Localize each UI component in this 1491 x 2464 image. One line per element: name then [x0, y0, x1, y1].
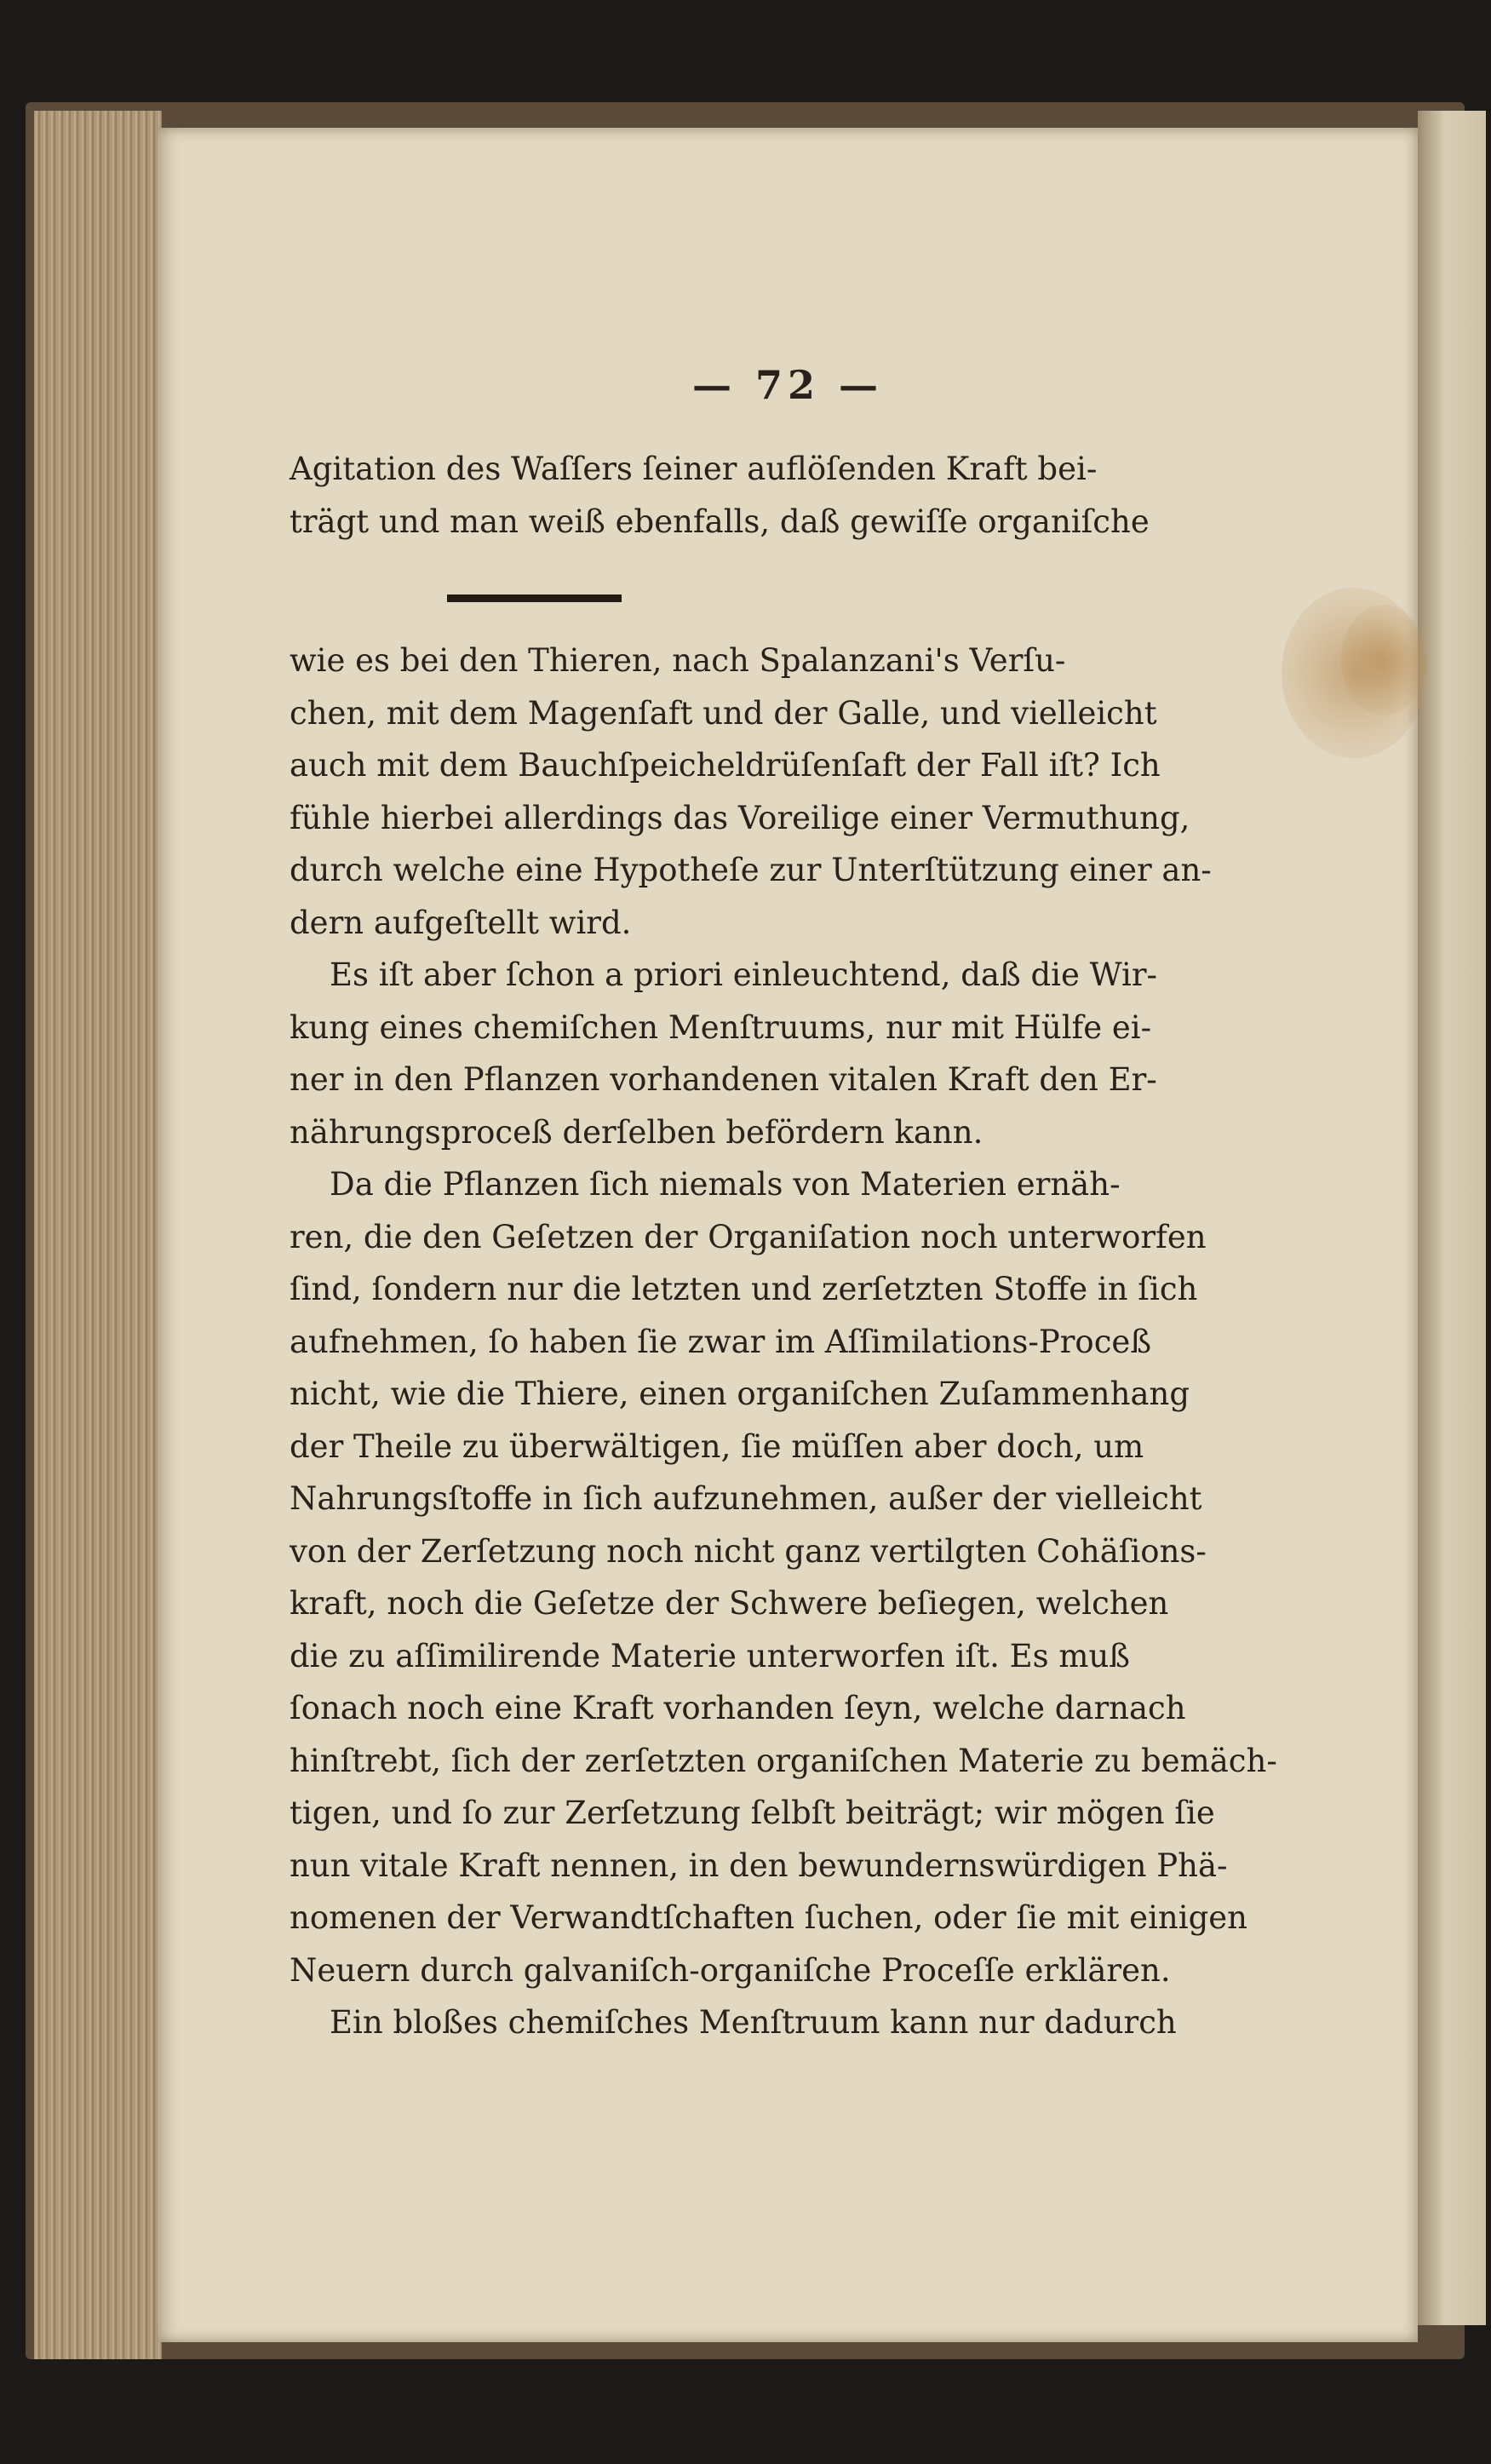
- foxing-stain: [1341, 605, 1426, 715]
- text-line: chen, mit dem Magenſaft und der Galle, und vielleicht: [290, 694, 1157, 732]
- text-line: Es iſt aber ſchon a priori einleuchtend, daß die Wir-: [290, 956, 1158, 993]
- text-line: fühle hierbei allerdings das Voreilige einer Vermuthung,: [290, 799, 1190, 836]
- text-line: kraft, noch die Geſetze der Schwere beſiegen, welchen: [290, 1585, 1169, 1622]
- text-line: nomenen der Verwandtſchaften ſuchen, oder ſie mit einigen: [290, 1899, 1247, 1936]
- text-line: aufnehmen, ſo haben ſie zwar im Aſſimilations-Proceß: [290, 1323, 1152, 1360]
- page-number: — 72 —: [691, 362, 884, 408]
- text-fragment-top: [290, 443, 1294, 548]
- page-edges: [34, 111, 162, 2359]
- text-line: der Theile zu überwältigen, ſie müſſen aber doch, um: [290, 1427, 1144, 1465]
- text-line: tigen, und ſo zur Zerſetzung ſelbſt beiträgt; wir mögen ſie: [290, 1795, 1215, 1831]
- text-line: nicht, wie die Thiere, einen organiſchen Zuſammenhang: [290, 1376, 1190, 1412]
- text-line: Agitation des Waſſers ſeiner auflöſenden Kraft bei-: [290, 451, 1098, 487]
- text-line: die zu aſſimilirende Materie unterworfen iſt. Es muß: [290, 1637, 1131, 1674]
- text-line: Neuern durch galvaniſch-organiſche Proceſſe erklären.: [290, 1951, 1171, 1989]
- text-line: nun vitale Kraft nennen, in den bewundernswürdigen Phä-: [290, 1847, 1228, 1884]
- text-line: Ein bloßes chemiſches Menſtruum kann nur dadurch: [290, 2004, 1177, 2041]
- text-line: Nahrungsſtoffe in ſich aufzunehmen, außer der vielleicht: [290, 1480, 1202, 1517]
- text-line: durch welche eine Hypotheſe zur Unterſtützung einer an-: [290, 852, 1212, 888]
- text-line: hinſtrebt, ſich der zerſetzten organiſchen Materie zu bemäch-: [290, 1742, 1277, 1779]
- text-line: ner in den Pflanzen vorhandenen vitalen Kraft den Er-: [290, 1061, 1157, 1098]
- text-line: ren, die den Geſetzen der Organiſation noch unterworfen: [290, 1218, 1207, 1255]
- text-line: trägt und man weiß ebenfalls, daß gewiſſe organiſche: [290, 503, 1150, 540]
- text-line: wie es bei den Thieren, nach Spalanzani's Verſu-: [290, 642, 1066, 679]
- text-line: dern aufgeſtellt wird.: [290, 904, 632, 941]
- text-line: kung eines chemiſchen Menſtruums, nur mit Hülfe ei-: [290, 1008, 1152, 1046]
- text-line: von der Zerſetzung noch nicht ganz vertilgten Cohäſions-: [290, 1532, 1207, 1570]
- facing-page-edge: [1418, 111, 1486, 2325]
- text-line: ſind, ſondern nur die letzten und zerſetzten Stoffe in ſich: [290, 1271, 1198, 1307]
- section-rule: [447, 594, 622, 602]
- main-text: [290, 635, 1294, 2049]
- text-line: nährungsproceß derſelben befördern kann.: [290, 1113, 983, 1151]
- text-line: auch mit dem Bauchſpeicheldrüſenſaft der Fall iſt? Ich: [290, 747, 1161, 784]
- text-line: Da die Pflanzen ſich niemals von Materien ernäh-: [290, 1166, 1121, 1203]
- text-line: ſonach noch eine Kraft vorhanden ſeyn, welche darnach: [290, 1690, 1186, 1726]
